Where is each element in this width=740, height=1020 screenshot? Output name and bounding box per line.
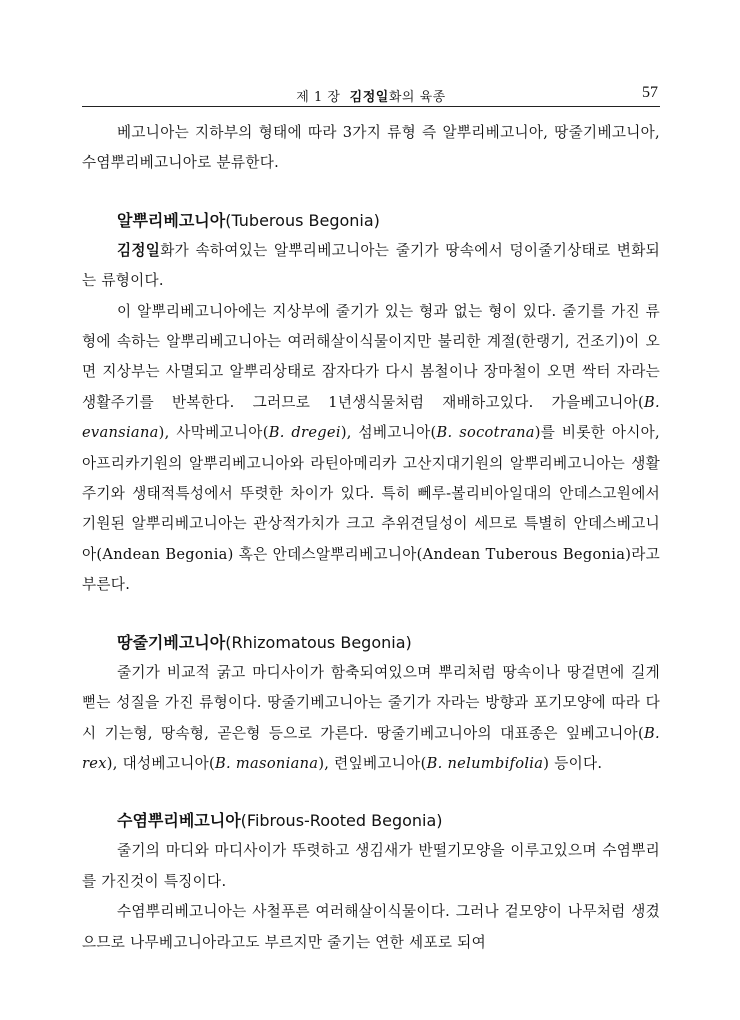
text-run: 줄기가 비교적 굵고 마디사이가 함축되여있으며 뿌리처럼 땅속이나 땅겉면에 길게 뻗는 성질을 가진 류형이다. 땅줄기베고니아는 줄기가 자라는 방향과 포기모양에 따라 다시 기는형, 땅속형, 곧은형 등으로 가른다. 땅줄기베고니아의 대표종은 잎베고니아( [82, 663, 660, 742]
heading-kr: 수염뿌리베고니아 [117, 811, 241, 831]
species-name: B. evansiana [82, 393, 660, 442]
species-name: B. socotrana [436, 424, 535, 442]
text-run: ), 대성베고니아( [106, 754, 216, 772]
section-heading-tuberous [82, 206, 660, 236]
text-run: ) 등이다. [543, 754, 603, 772]
page-number: 57 [642, 84, 658, 101]
running-header [82, 84, 660, 107]
text-run: )를 비롯한 아시아, 아프리카기원의 알뿌리베고니아와 라틴아메리카 고산지대기원의 알뿌리베고니아는 생활주기와 생태적특성에서 뚜렷한 차이가 있다. 특히 뻬루-볼리비아일대의 안데스고원에서 기원된 알뿌리베고니아는 관상적가치가 크고 추위견딜성이 세므로 특별히 안데스베고니아(Andean Begonia) 혹은 안데스알뿌리베고니아(Andean Tuberous Begonia)라고 부른다. [82, 424, 660, 594]
heading-en: (Tuberous Begonia) [225, 210, 380, 230]
page-body [82, 118, 660, 958]
text-run: ), 련잎베고니아( [318, 754, 427, 772]
rhizomatous-paragraph [82, 658, 660, 780]
header-suffix: 화의 육종 [388, 90, 446, 105]
section-heading-rhizomatous [82, 628, 660, 658]
heading-kr: 알뿌리베고니아 [117, 210, 226, 230]
header-title [82, 86, 660, 105]
tuberous-paragraph-1 [82, 236, 660, 297]
heading-en: (Fibrous-Rooted Begonia) [240, 811, 443, 831]
text-run: 화가 속하여있는 알뿌리베고니아는 줄기가 땅속에서 덩이줄기상태로 변화되는 류형이다. [82, 241, 660, 290]
tuberous-paragraph-2 [82, 297, 660, 601]
text-run: ), 사막베고니아( [158, 424, 269, 442]
chapter-label: 제 1 장 [296, 90, 341, 105]
heading-en: (Rhizomatous Begonia) [225, 632, 412, 652]
species-name: B. dregei [268, 424, 341, 442]
text-run: 이 알뿌리베고니아에는 지상부에 줄기가 있는 형과 없는 형이 있다. 줄기를 가진 류형에 속하는 알뿌리베고니아는 여러해살이식물이지만 불리한 계절(한랭기, 건조기)이 오면 지상부는 사멸되고 알뿌리상태로 잠자다가 다시 봄철이나 장마철이 오면 싹터 자라는 생활주기를 반복한다. 그러므로 1년생식물처럼 재배하고있다. 가을베고니아( [82, 302, 660, 411]
fibrous-paragraph-2: 수염뿌리베고니아는 사철푸른 여러해살이식물이다. 그러나 겉모양이 나무처럼 생겼으므로 나무베고니아라고도 부르지만 줄기는 연한 세포로 되여 [82, 903, 660, 951]
species-name: B. rex [82, 724, 660, 772]
section-heading-fibrous [82, 806, 660, 836]
intro-paragraph: 베고니아는 지하부의 형태에 따라 3가지 류형 즉 알뿌리베고니아, 땅줄기베고니아, 수염뿌리베고니아로 분류한다. [82, 124, 660, 172]
heading-kr: 땅줄기베고니아 [117, 632, 226, 652]
species-name: B. nelumbifolia [426, 754, 544, 772]
fibrous-paragraph-1: 줄기의 마디와 마디사이가 뚜렷하고 생김새가 반떨기모양을 이루고있으며 수염뿌리를 가진것이 특징이다. [82, 842, 660, 890]
text-run: ), 섬베고니아( [340, 424, 437, 442]
bold-name: 김정일 [117, 241, 161, 259]
species-name: B. masoniana [215, 754, 319, 772]
header-name: 김정일 [349, 90, 389, 105]
